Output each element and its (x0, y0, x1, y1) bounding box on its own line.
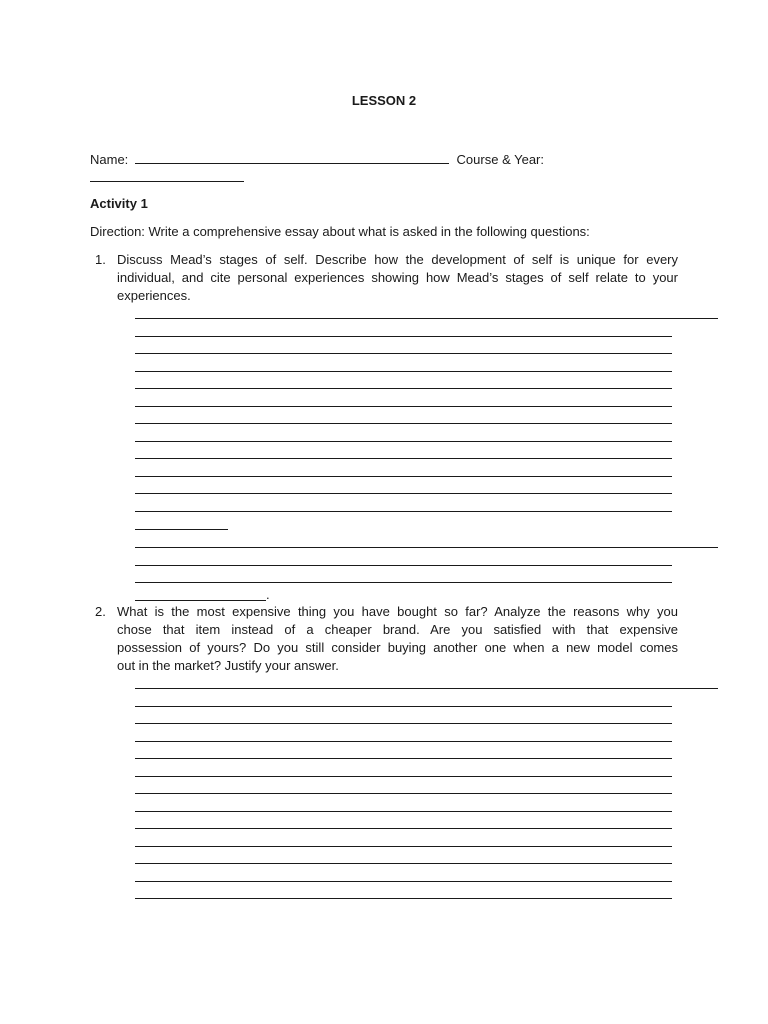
name-label: Name: (90, 152, 129, 167)
answer-line (135, 547, 718, 548)
answer-line (135, 388, 672, 389)
answer-line (135, 811, 672, 812)
answer-line (135, 423, 672, 424)
answer-line (135, 706, 672, 707)
answer-line (135, 741, 672, 742)
question-2-text (117, 603, 678, 675)
page-title: LESSON 2 (351, 93, 417, 108)
direction-text: Direction: Write a comprehensive essay about what is asked in the following questions: (90, 224, 590, 239)
question-1-line-3: experiences. (117, 288, 191, 303)
activity-heading: Activity 1 (90, 196, 148, 211)
answer-line (135, 336, 672, 337)
answer-line (135, 758, 672, 759)
answer-line (135, 406, 672, 407)
course-year-blank (90, 181, 244, 182)
question-1-line-1: Discuss Mead’s stages of self. Describe how the development of self is unique for every (117, 252, 678, 267)
answer-line (135, 723, 672, 724)
answer-line (135, 511, 672, 512)
answer-line (135, 353, 672, 354)
end-period: . (266, 587, 270, 602)
question-1-number: 1. (95, 252, 106, 267)
answer-line (135, 476, 672, 477)
question-1-line-2: individual, and cite personal experiences showing how Mead’s stages of self relate to your (117, 270, 678, 285)
course-year-label: Course & Year: (456, 152, 544, 167)
answer-line (135, 493, 672, 494)
answer-line (135, 688, 718, 689)
answer-line (135, 529, 228, 530)
answer-line (135, 458, 672, 459)
question-2-line-2: chose that item instead of a cheaper brand. Are you satisfied with that expensive (117, 622, 678, 637)
answer-line (135, 600, 266, 601)
question-2-line-1: What is the most expensive thing you have bought so far? Analyze the reasons why you (117, 604, 678, 619)
question-1-text (117, 251, 678, 305)
question-2-number: 2. (95, 604, 106, 619)
question-2-line-4: out in the market? Justify your answer. (117, 658, 339, 673)
answer-line (135, 565, 672, 566)
answer-line (135, 318, 718, 319)
answer-line (135, 793, 672, 794)
answer-line (135, 828, 672, 829)
question-2-line-3: possession of yours? Do you still consider buying another one when a new model comes (117, 640, 678, 655)
name-course-row (90, 151, 544, 167)
name-blank (135, 151, 449, 164)
answer-line (135, 371, 672, 372)
answer-line (135, 441, 672, 442)
answer-line (135, 863, 672, 864)
answer-line (135, 776, 672, 777)
answer-line (135, 898, 672, 899)
answer-line (135, 846, 672, 847)
answer-line (135, 582, 672, 583)
answer-line (135, 881, 672, 882)
